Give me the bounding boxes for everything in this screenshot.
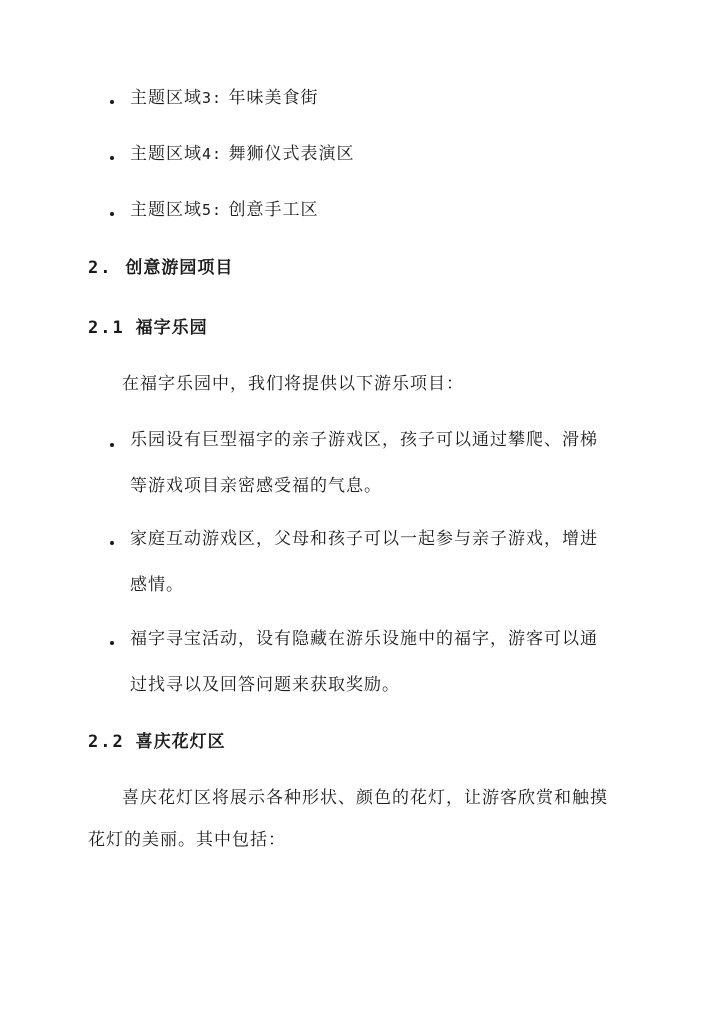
section-number: 2. — [88, 258, 113, 278]
paragraph-line: 喜庆花灯区将展示各种形状、颜色的花灯，让游客欣赏和触摸 — [122, 788, 608, 808]
list-item-line: 乐园设有巨型福字的亲子游戏区，孩子可以通过攀爬、滑梯 — [130, 430, 598, 450]
bullet-dot — [110, 541, 114, 545]
bullet-dot — [110, 641, 114, 645]
theme-area-item — [130, 86, 318, 110]
theme-area-name: 创意手工区 — [228, 200, 319, 220]
theme-area-item — [130, 198, 318, 222]
bullet-dot — [110, 443, 114, 447]
list-item-line: 过找寻以及回答问题来获取奖励。 — [130, 675, 400, 695]
bullet-dot — [110, 100, 114, 104]
subsection-number: 2.1 — [88, 318, 125, 338]
list-item-line: 家庭互动游戏区，父母和孩子可以一起参与亲子游戏，增进 — [130, 529, 598, 549]
list-item-line: 福字寻宝活动，设有隐藏在游乐设施中的福字，游客可以通 — [130, 629, 598, 649]
theme-area-label: 主题区域 — [130, 88, 202, 108]
bullet-dot — [110, 156, 114, 160]
paragraph-line: 花灯的美丽。其中包括： — [88, 830, 286, 850]
theme-area-label: 主题区域 — [130, 200, 202, 220]
theme-area-number: 4: — [202, 145, 223, 163]
theme-area-label: 主题区域 — [130, 144, 202, 164]
section-title: 创意游园项目 — [125, 258, 234, 278]
theme-area-number: 5: — [202, 201, 223, 219]
theme-area-number: 3: — [202, 89, 223, 107]
subsection-number: 2.2 — [88, 732, 125, 752]
list-item-line: 等游戏项目亲密感受福的气息。 — [130, 476, 382, 496]
theme-area-name: 年味美食街 — [228, 88, 319, 108]
section-heading — [88, 256, 233, 280]
subsection-heading — [88, 730, 226, 754]
list-item-line: 感情。 — [130, 575, 184, 595]
theme-area-item — [130, 142, 354, 166]
subsection-title: 福字乐园 — [135, 318, 208, 338]
theme-area-name: 舞狮仪式表演区 — [228, 144, 355, 164]
bullet-dot — [110, 212, 114, 216]
subsection-title: 喜庆花灯区 — [135, 732, 226, 752]
paragraph-intro: 在福字乐园中，我们将提供以下游乐项目： — [122, 374, 464, 394]
subsection-heading — [88, 316, 208, 340]
